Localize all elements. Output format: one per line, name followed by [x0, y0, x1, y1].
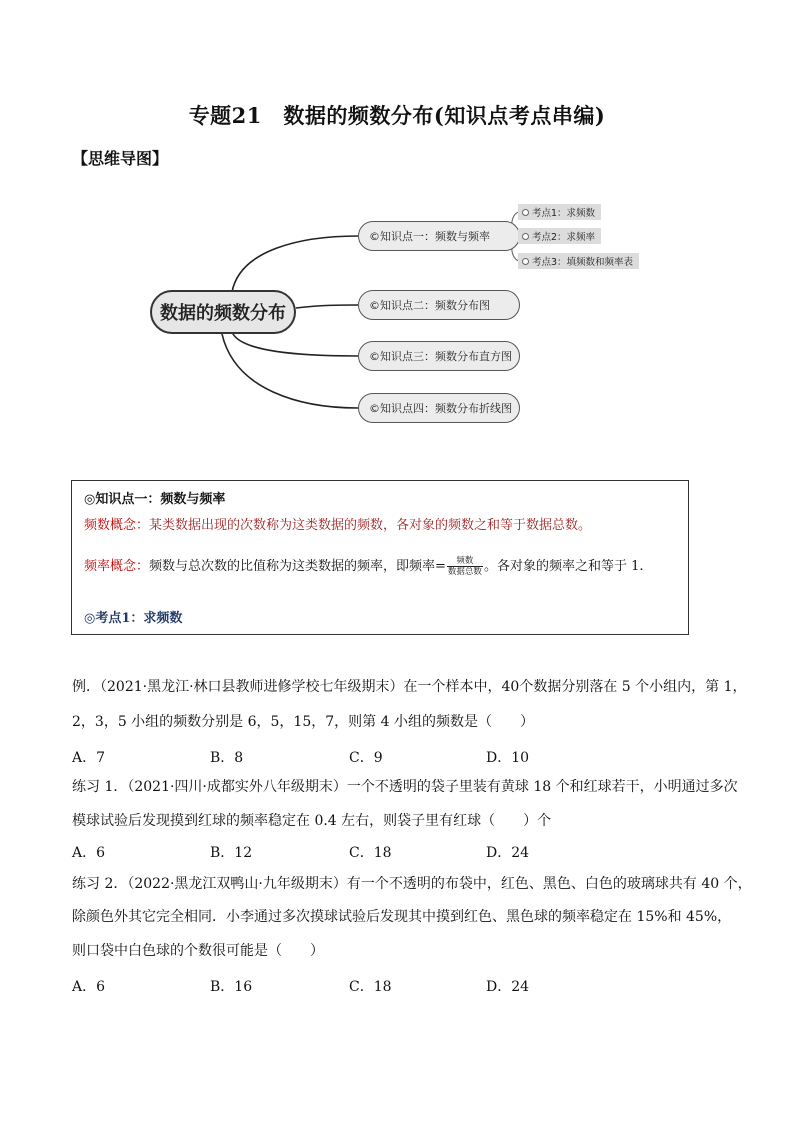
mindmap-node-1-label: ©知识点一：频数与频率 — [369, 230, 490, 243]
mindmap-leaf-2-label: 考点2：求频率 — [532, 232, 596, 243]
mindmap-leaf-2 — [518, 228, 601, 244]
mindmap-node-3 — [358, 341, 520, 371]
mindmap-central-node: 数据的频数分布 — [150, 290, 296, 334]
freq-rate-text-a: 频数与总次数的比值称为这类数据的频率，即频率= — [149, 559, 446, 574]
bullet-icon — [522, 209, 529, 216]
mindmap-node-1 — [358, 221, 520, 251]
mindmap-leaf-1 — [518, 204, 601, 220]
mindmap-node-4 — [358, 393, 520, 423]
connector-node-1 — [232, 236, 358, 292]
exercise-1-option-d: D．24 — [486, 845, 530, 861]
frequency-fraction — [447, 556, 483, 577]
mindmap-node-4-label: ©知识点四：频数分布折线图 — [369, 402, 512, 415]
exercise-2-option-b: B．16 — [210, 979, 253, 995]
exercise-2-line-2: 除颜色外其它完全相同．小李通过多次摸球试验后发现其中摸到红色、黑色球的频率稳定在 15%和 45%， — [72, 909, 732, 925]
exercise-2-option-d: D．24 — [486, 979, 530, 995]
exercise-1-line-2: 模球试验后发现摸到红球的频率稳定在 0.4 左右，则袋子里有红球（ ）个 — [72, 813, 552, 829]
page-title: 专题21 数据的频数分布(知识点考点串编) — [188, 103, 606, 128]
mindmap-node-2 — [358, 290, 520, 320]
mindmap-leaf-3 — [518, 253, 639, 269]
exercise-2-option-a: A．6 — [72, 979, 106, 995]
freq-count-text: 某类数据出现的次数称为这类数据的频数，各对象的频数之和等于数据总数。 — [149, 518, 592, 533]
exercise-2-option-c: C．18 — [349, 979, 392, 995]
example-option-c: C．9 — [349, 750, 383, 766]
exercise-1-line-1: 练习 1．（2021·四川·成都实外八年级期末）一个不透明的袋子里装有黄球 18 个和红球若干，小明通过多次 — [72, 779, 738, 795]
exercise-1-option-a: A．6 — [72, 845, 106, 861]
exercise-1-option-c: C．18 — [349, 845, 392, 861]
bullet-icon — [522, 233, 529, 240]
mindmap-leaf-1-label: 考点1：求频数 — [532, 208, 596, 219]
connector-node-2 — [296, 305, 358, 308]
freq-count-definition — [84, 514, 591, 533]
exercise-2-line-3: 则口袋中白色球的个数很可能是（ ） — [72, 943, 324, 959]
mindmap-leaf-3-label: 考点3：填频数和频率表 — [532, 257, 634, 268]
kaodian-heading: ◎考点1：求频数 — [84, 611, 183, 626]
exercise-2-line-1: 练习 2．（2022·黑龙江双鸭山·九年级期末）有一个不透明的布袋中，红色、黑色、白色的玻璃球共有 40 个， — [72, 876, 752, 892]
knowledge-heading: ◎知识点一：频数与频率 — [84, 492, 226, 507]
section-heading-mindmap: 【思维导图】 — [72, 149, 169, 168]
connector-node-3 — [232, 332, 358, 356]
example-option-b: B．8 — [210, 750, 244, 766]
exercise-1-option-b: B．12 — [210, 845, 253, 861]
mindmap-node-2-label: ©知识点二：频数分布图 — [369, 299, 490, 312]
mindmap-node-3-label: ©知识点三：频数分布直方图 — [369, 350, 512, 363]
freq-rate-text-b: 。各对象的频率之和等于 1. — [483, 559, 644, 574]
example-question-line-1: 例．（2021·黑龙江·林口县教师进修学校七年级期末）在一个样本中，40个数据分别落在 5 个小组内，第 1， — [72, 679, 747, 695]
fraction-denominator: 数据总数 — [447, 567, 482, 577]
knowledge-box — [71, 480, 689, 635]
freq-rate-definition — [84, 555, 643, 577]
connector-node-4 — [222, 334, 358, 408]
fraction-numerator: 频数 — [447, 556, 483, 567]
example-option-a: A．7 — [72, 750, 106, 766]
freq-rate-label: 频率概念： — [84, 559, 150, 574]
bullet-icon — [522, 258, 529, 265]
freq-count-label: 频数概念： — [84, 518, 150, 533]
example-question-line-2: 2，3，5 小组的频数分别是 6，5，15，7，则第 4 小组的频数是（ ） — [72, 714, 534, 730]
example-option-d: D．10 — [486, 750, 530, 766]
